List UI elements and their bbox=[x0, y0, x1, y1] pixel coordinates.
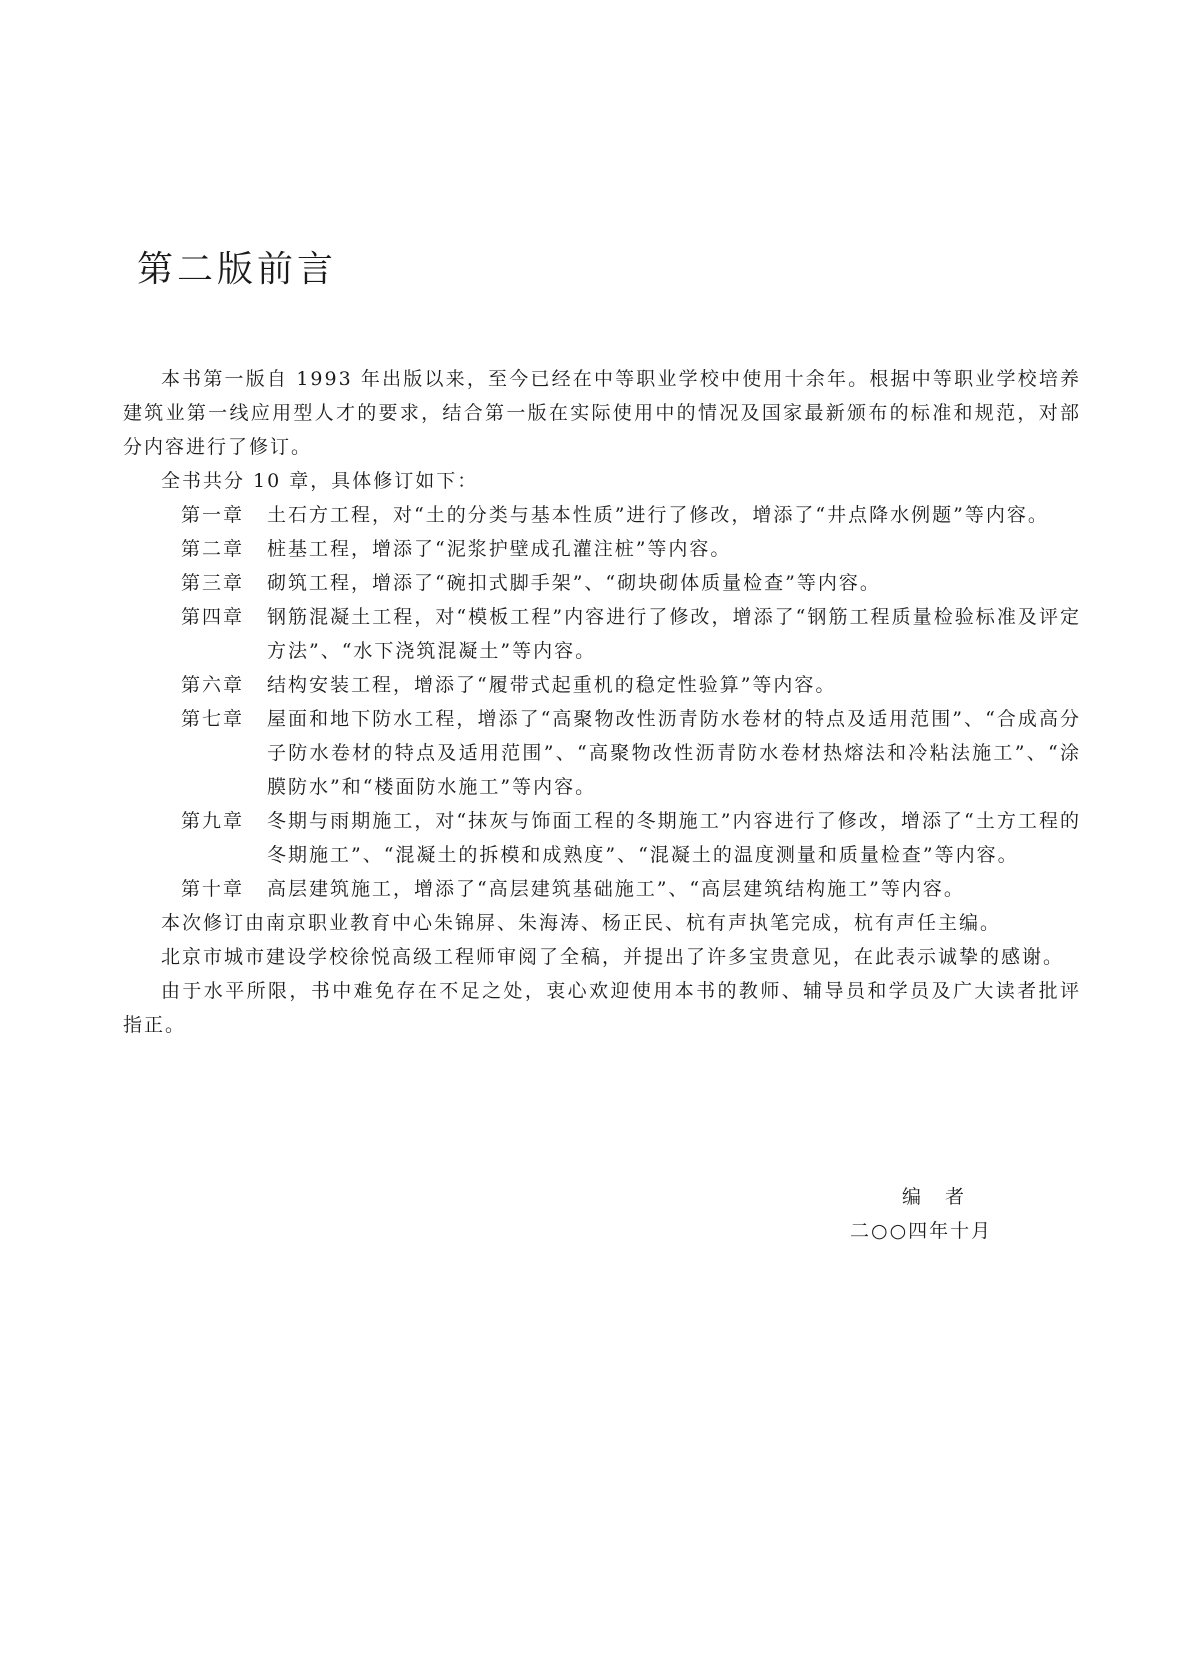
chapter-number: 第三章 bbox=[181, 572, 245, 594]
chapter-description: 钢筋混凝土工程，对“模板工程”内容进行了修改，增添了“钢筋工程质量检验标准及评定方法”、“水下浇筑混凝土”等内容。 bbox=[267, 606, 1081, 662]
chapter-item-9 bbox=[123, 804, 1081, 872]
chapter-description: 桩基工程，增添了“泥浆护壁成孔灌注桩”等内容。 bbox=[267, 538, 732, 560]
chapter-description: 土石方工程，对“土的分类与基本性质”进行了修改，增添了“井点降水例题”等内容。 bbox=[267, 504, 1049, 526]
signature-block bbox=[850, 1180, 1020, 1248]
chapter-number: 第九章 bbox=[181, 810, 245, 832]
chapter-number: 第六章 bbox=[181, 674, 245, 696]
chapter-description: 高层建筑施工，增添了“高层建筑基础施工”、“高层建筑结构施工”等内容。 bbox=[267, 878, 965, 900]
chapter-number: 第四章 bbox=[181, 606, 245, 628]
chapter-number: 第二章 bbox=[181, 538, 245, 560]
chapter-count-paragraph: 全书共分 10 章，具体修订如下： bbox=[161, 470, 479, 492]
acknowledgement-paragraph: 北京市城市建设学校徐悦高级工程师审阅了全稿，并提出了许多宝贵意见，在此表示诚挚的感谢。 bbox=[161, 946, 1065, 968]
preface-body bbox=[123, 362, 1081, 1042]
intro-paragraph: 本书第一版自 1993 年出版以来，至今已经在中等职业学校中使用十余年。根据中等职业学校培养建筑业第一线应用型人才的要求，结合第一版在实际使用中的情况及国家最新颁布的标准和规范，对部分内容进行了修订。 bbox=[123, 368, 1081, 458]
chapter-description: 结构安装工程，增添了“履带式起重机的稳定性验算”等内容。 bbox=[267, 674, 837, 696]
chapter-item-10 bbox=[123, 872, 1081, 906]
chapter-number: 第七章 bbox=[181, 708, 245, 730]
chapter-item-7 bbox=[123, 702, 1081, 804]
chapter-item-6 bbox=[123, 668, 1081, 702]
authors-paragraph: 本次修订由南京职业教育中心朱锦屏、朱海涛、杨正民、杭有声执笔完成，杭有声任主编。 bbox=[161, 912, 1002, 934]
signature-date: 二○○四年十月 bbox=[850, 1220, 993, 1242]
chapter-description: 屋面和地下防水工程，增添了“高聚物改性沥青防水卷材的特点及适用范围”、“合成高分子防水卷材的特点及适用范围”、“高聚物改性沥青防水卷材热熔法和冷粘法施工”、“涂膜防水”和“楼面防水施工”等内容。 bbox=[267, 708, 1081, 798]
chapter-revision-list bbox=[123, 498, 1081, 906]
page-title: 第二版前言 bbox=[137, 249, 338, 290]
chapter-number: 第一章 bbox=[181, 504, 245, 526]
chapter-item-1 bbox=[123, 498, 1081, 532]
feedback-paragraph: 由于水平所限，书中难免存在不足之处，衷心欢迎使用本书的教师、辅导员和学员及广大读者批评指正。 bbox=[123, 980, 1081, 1036]
chapter-description: 砌筑工程，增添了“碗扣式脚手架”、“砌块砌体质量检查”等内容。 bbox=[267, 572, 881, 594]
chapter-description: 冬期与雨期施工，对“抹灰与饰面工程的冬期施工”内容进行了修改，增添了“土方工程的冬期施工”、“混凝土的拆模和成熟度”、“混凝土的温度测量和质量检查”等内容。 bbox=[267, 810, 1081, 866]
signature-author: 编者 bbox=[902, 1186, 989, 1208]
chapter-item-4 bbox=[123, 600, 1081, 668]
chapter-item-2 bbox=[123, 532, 1081, 566]
chapter-item-3 bbox=[123, 566, 1081, 600]
chapter-number: 第十章 bbox=[181, 878, 245, 900]
